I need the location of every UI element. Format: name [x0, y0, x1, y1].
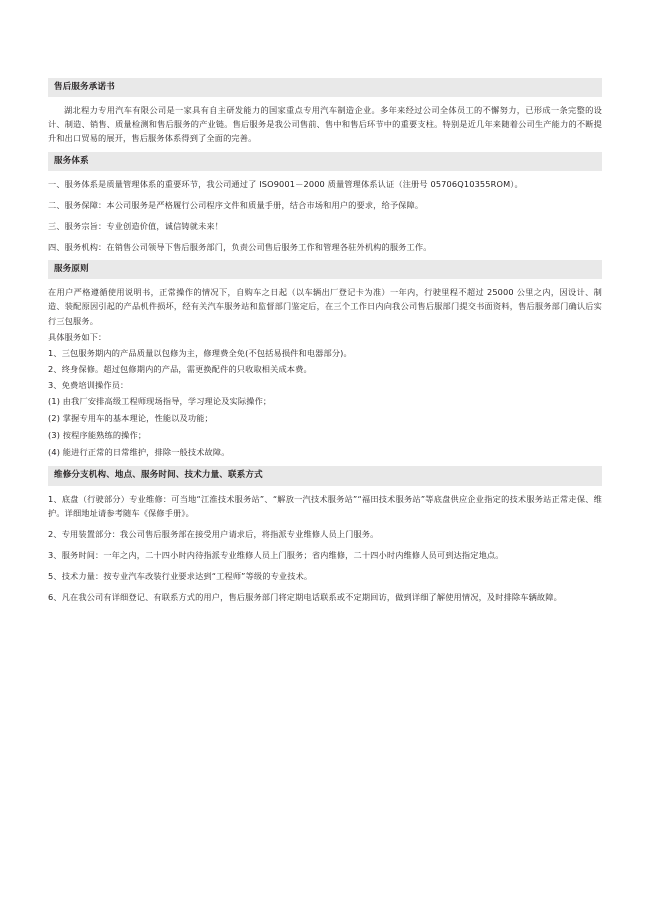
paragraph-principle-2: 2、终身保修。超过包修期内的产品，需更换配件的只收取相关成本费。	[48, 363, 312, 374]
paragraph-network-5: 6、凡在我公司有详细登记、有联系方式的用户，售后服务部门将定期电话联系或不定期回访，做到详细了解使用情况，及时排除车辆故障。	[48, 592, 562, 603]
paragraph-principle-4: (4) 能进行正常的日常维护，排除一般技术故障。	[48, 447, 230, 458]
paragraph-network-2: 2、专用装置部分：我公司售后服务部在接受用户请求后，将指派专业维修人员上门服务。	[48, 528, 379, 539]
principle-sub-list	[48, 394, 602, 459]
paragraph-network-1: 1、底盘（行驶部分）专业维修：可当地“江淮技术服务站”、“解放一汽技术服务站”“福田技术服务站”等底盘供应企业指定的技术服务站正常走保、维护。详细地址请参考随车《保修手册》。	[48, 493, 602, 518]
section-heading-service-commitment: 售后服务承诺书	[48, 78, 602, 97]
section-service-network	[48, 466, 602, 604]
paragraph-network-3: 3、服务时间：一年之内，二十四小时内待指派专业维修人员上门服务；省内维修，二十四小时内维修人员可到达指定地点。	[48, 549, 504, 560]
section-heading-service-network: 维修分支机构、地点、服务时间、技术力量、联系方式	[48, 466, 602, 485]
paragraph-system-4: 四、服务机构：在销售公司领导下售后服务部门，负责公司售后服务工作和管理各驻外机构的服务工作。	[48, 242, 432, 252]
paragraph-network-4: 5、技术力量：按专业汽车改装行业要求达到“工程师”等级的专业技术。	[48, 571, 313, 582]
paragraph-principle-detail-title: 具体服务如下：	[48, 331, 107, 342]
paragraph-system-1: 一、服务体系是质量管理体系的重要环节，我公司通过了 ISO9001－2000 质量管理体系认证（注册号 05706Q10355ROM）。	[48, 178, 523, 189]
paragraph-intro: 湖北程力专用汽车有限公司是一家具有自主研发能力的国家重点专用汽车制造企业。多年来经过公司全体员工的不懈努力，已形成一条完整的设计、制造、销售、质量检测和售后服务的产业链。售后服务是我公司售前、售中和售后环节中的重要支柱。特别是近几年来随着公司生产能力的不断提升和出口贸易的展开，售后服务体系得到了全面的完善。	[48, 105, 602, 144]
section-service-system	[48, 152, 602, 255]
paragraph-principle-3-3: (3) 按程序能熟练的操作；	[48, 430, 147, 441]
section-service-principles	[48, 260, 602, 459]
paragraph-principle-3: 3、免费培训操作员：	[48, 379, 129, 390]
paragraph-principle-3-2: (2) 掌握专用车的基本理论，性能以及功能；	[48, 413, 213, 424]
paragraph-system-2: 二、服务保障：本公司服务是严格履行公司程序文件和质量手册，结合市场和用户的要求，给予保障。	[48, 199, 424, 210]
paragraph-system-3: 三、服务宗旨：专业创造价值，诚信铸就未来！	[48, 220, 224, 231]
section-heading-service-principles: 服务原则	[48, 260, 602, 279]
paragraph-principle-3-1: (1) 由我厂安排高级工程师现场指导，学习理论及实际操作；	[48, 396, 272, 407]
section-heading-service-system: 服务体系	[48, 152, 602, 171]
section-service-commitment	[48, 78, 602, 146]
paragraph-principle-1: 1、三包服务期内的产品质量以包修为主，修理费全免(不包括易损件和电器部分)。	[48, 347, 352, 358]
paragraph-principle-intro: 在用户严格遵循使用说明书，正常操作的情况下，自购车之日起（以车辆出厂登记卡为准）一年内，行驶里程不超过 25000 公里之内，因设计、制造、装配原因引起的产品机件损坏，经有关汽车服务站和监督部门鉴定后，在三个工作日内向我公司售后服部门提交书面资料，售后服务部门确认后实行三包服务。	[48, 287, 602, 326]
